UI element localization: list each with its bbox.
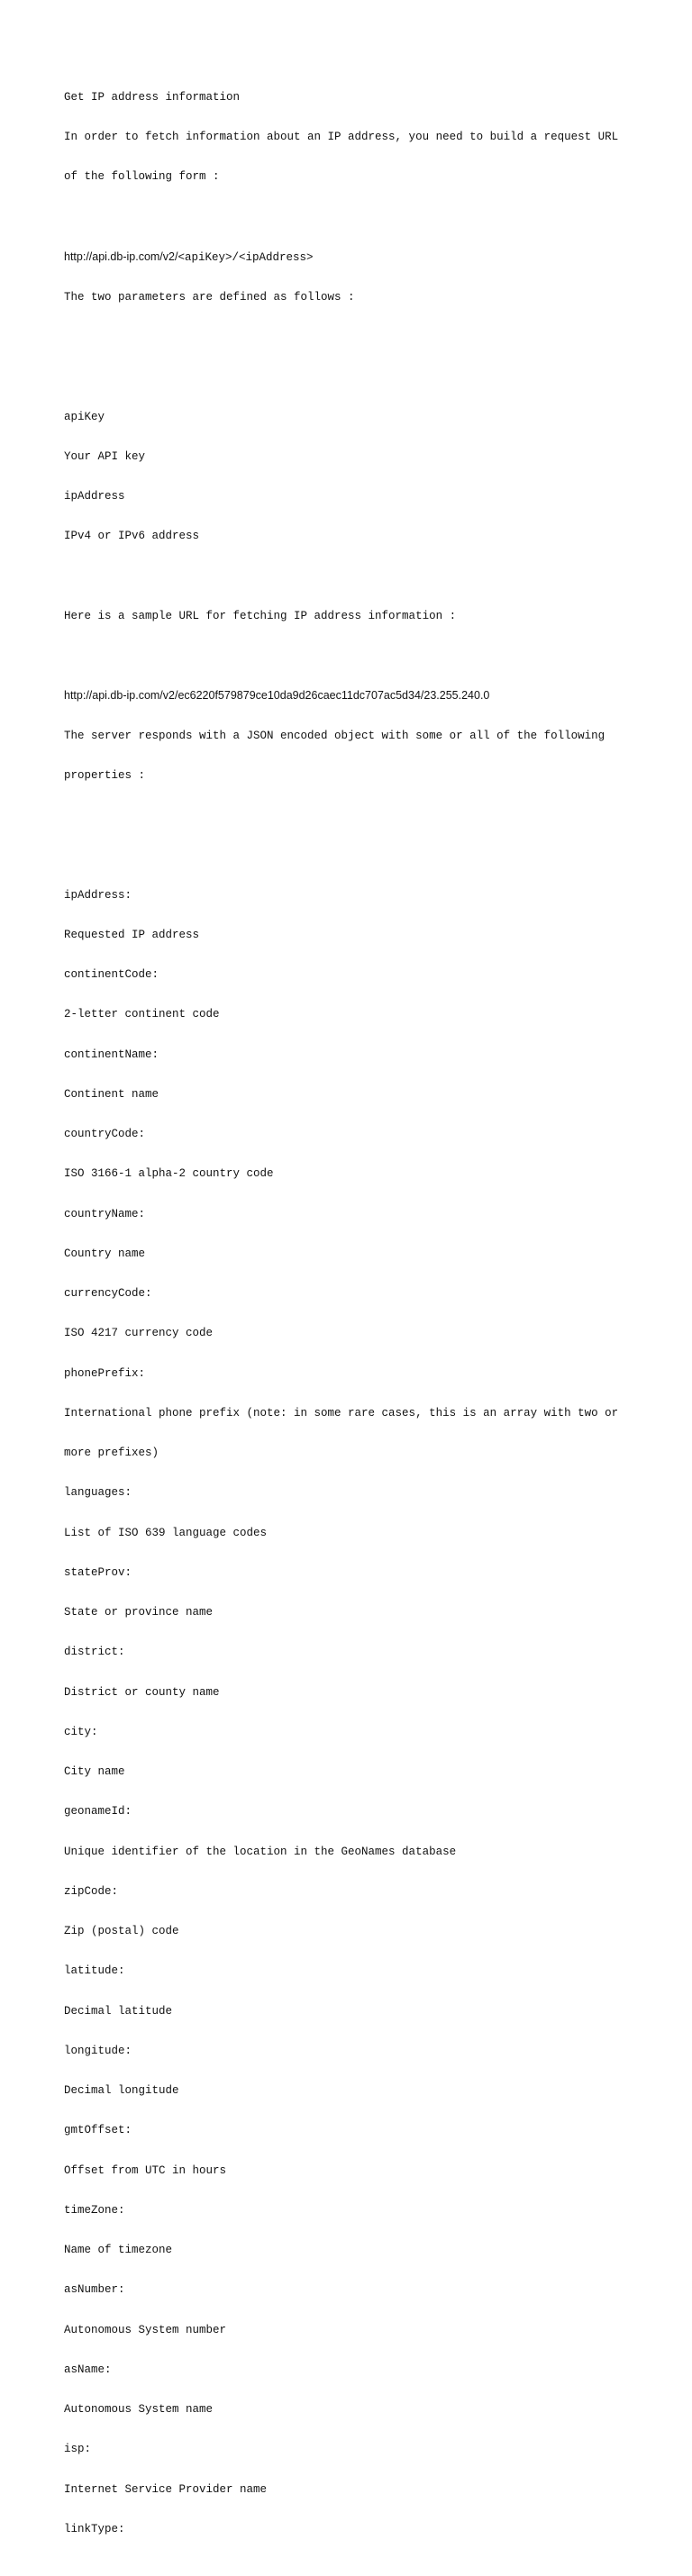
property-description: ISO 4217 currency code xyxy=(64,1327,214,1340)
property-description: Internet Service Provider name xyxy=(64,2482,268,2496)
property-description: Decimal longitude xyxy=(64,2084,179,2097)
property-name: countryName: xyxy=(64,1207,146,1220)
sample-intro: Here is a sample URL for fetching IP address information : xyxy=(64,609,457,622)
property-name: stateProv: xyxy=(64,1565,132,1579)
property-description: Decimal latitude xyxy=(64,2004,173,2018)
response-text-line-2: properties : xyxy=(64,768,146,782)
property-name: ipAddress: xyxy=(64,888,132,902)
property-description: 2-letter continent code xyxy=(64,1008,220,1021)
param-name: apiKey xyxy=(64,410,105,423)
spacer xyxy=(64,331,677,344)
sample-url: http://api.db-ip.com/v2/ec6220f579879ce10da9d26caec11dc707ac5d34/23.255.240.0 xyxy=(64,689,490,703)
property-description-continued: more prefixes) xyxy=(64,1447,159,1459)
document-page xyxy=(64,64,677,2576)
property-name: latitude: xyxy=(64,1964,125,1978)
response-text-line-1: The server responds with a JSON encoded object with some or all of the following xyxy=(64,729,606,742)
property-description: Unique identifier of the location in the GeoNames database xyxy=(64,1845,457,1858)
property-name: timeZone: xyxy=(64,2203,125,2217)
property-name: district: xyxy=(64,1646,125,1659)
property-name: languages: xyxy=(64,1486,132,1500)
property-name: countryCode: xyxy=(64,1128,146,1140)
page-heading: Get IP address information xyxy=(64,90,241,104)
property-description: Autonomous System number xyxy=(64,2323,227,2336)
property-description: City name xyxy=(64,1765,125,1778)
param-description: IPv4 or IPv6 address xyxy=(64,530,200,543)
spacer xyxy=(64,210,677,223)
property-name: longitude: xyxy=(64,2044,132,2057)
parameter-list xyxy=(64,384,677,570)
property-name: currencyCode: xyxy=(64,1287,152,1300)
property-name: gmtOffset: xyxy=(64,2124,132,2137)
property-description: Zip (postal) code xyxy=(64,1925,179,1937)
property-name: zipCode: xyxy=(64,1884,119,1898)
property-name: linkType: xyxy=(64,2522,125,2535)
property-description: Name of timezone xyxy=(64,2244,173,2256)
property-name: isp: xyxy=(64,2443,92,2456)
property-description: Offset from UTC in hours xyxy=(64,2163,227,2177)
property-description: District or county name xyxy=(64,1685,220,1699)
property-list xyxy=(64,862,677,2562)
property-description: State or province name xyxy=(64,1606,214,1619)
spacer xyxy=(64,649,677,663)
property-name: asName: xyxy=(64,2363,112,2376)
property-description: Continent name xyxy=(64,1087,159,1101)
intro-text-line-1: In order to fetch information about an IP address, you need to build a request URL xyxy=(64,130,619,143)
property-description: Country name xyxy=(64,1247,146,1260)
property-name: continentCode: xyxy=(64,968,159,981)
param-name: ipAddress xyxy=(64,490,125,503)
property-description: ISO 3166-1 alpha-2 country code xyxy=(64,1167,274,1181)
property-description: Autonomous System name xyxy=(64,2403,214,2416)
url-template-params: <apiKey>/<ipAddress> xyxy=(178,250,314,264)
property-description: International phone prefix (note: in some rare cases, this is an array with two or xyxy=(64,1406,619,1420)
property-description: List of ISO 639 language codes xyxy=(64,1526,268,1539)
url-template xyxy=(64,250,677,265)
spacer xyxy=(64,809,677,822)
intro-text-line-2: of the following form : xyxy=(64,170,220,183)
property-description: Requested IP address xyxy=(64,928,200,941)
property-name: city: xyxy=(64,1725,98,1738)
param-description: Your API key xyxy=(64,449,146,463)
property-name: phonePrefix: xyxy=(64,1366,146,1380)
property-name: asNumber: xyxy=(64,2283,125,2297)
property-name: continentName: xyxy=(64,1048,159,1061)
url-template-prefix: http://api.db-ip.com/v2/ xyxy=(64,249,178,263)
params-intro: The two parameters are defined as follows : xyxy=(64,290,355,304)
property-name: geonameId: xyxy=(64,1805,132,1819)
